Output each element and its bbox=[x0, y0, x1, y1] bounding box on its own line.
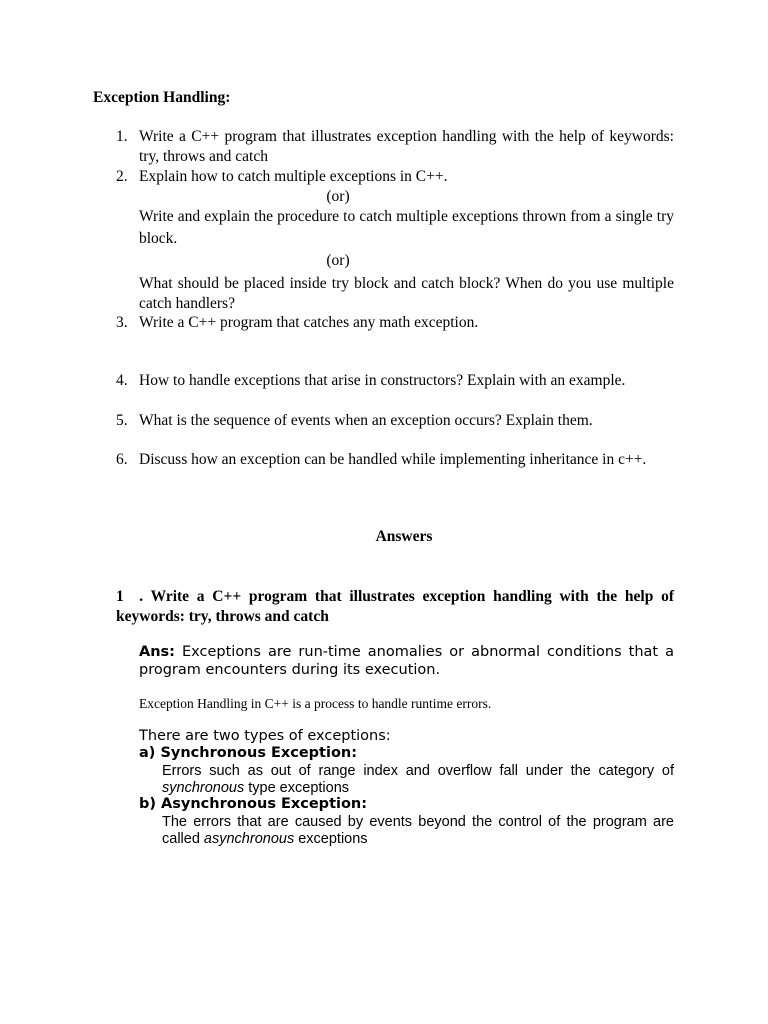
page-title: Exception Handling: bbox=[93, 89, 231, 106]
question-1-text: Write a C++ program that illustrates exception handling with the help of keywords: try, throws and catch bbox=[139, 128, 674, 165]
question-2-text: Explain how to catch multiple exceptions in C++. bbox=[139, 168, 448, 185]
type-a-text: Errors such as out of range index and overflow fall under the category of bbox=[162, 763, 674, 779]
or-separator-1: (or) bbox=[326, 188, 350, 205]
answer-1-question-text: . Write a C++ program that illustrates exception handling with the help of keywords: try, throws and catch bbox=[116, 588, 675, 625]
question-5-text: What is the sequence of events when an exception occurs? Explain them. bbox=[139, 412, 593, 429]
question-2-alt-2: What should be placed inside try block and catch block? When do you use multiple catch handlers? bbox=[139, 275, 674, 312]
question-number-3: 3. bbox=[116, 314, 128, 331]
question-2-alt-1: Write and explain the procedure to catch multiple exceptions thrown from a single try block. bbox=[139, 208, 674, 247]
question-4-text: How to handle exceptions that arise in constructors? Explain with an example. bbox=[139, 372, 626, 389]
type-b-label: b) Asynchronous Exception: bbox=[139, 796, 368, 812]
type-b-text-end: exceptions bbox=[298, 831, 368, 847]
ans-text: Exceptions are run-time anomalies or abnormal conditions that a program encounters during its execution. bbox=[139, 644, 675, 678]
type-b-text: The errors that are caused by events beyond the control of the program are called bbox=[162, 814, 674, 847]
exception-handling-line: Exception Handling in C++ is a process to handle runtime errors. bbox=[139, 696, 492, 711]
question-number-2: 2. bbox=[116, 168, 128, 185]
type-b-description bbox=[162, 814, 674, 848]
question-number-5: 5. bbox=[116, 412, 128, 429]
type-a-italic: synchronous bbox=[162, 780, 245, 796]
question-number-6: 6. bbox=[116, 451, 128, 468]
types-intro: There are two types of exceptions: bbox=[139, 728, 391, 744]
answer-1-question bbox=[116, 587, 674, 627]
question-3-text: Write a C++ program that catches any math exception. bbox=[139, 314, 479, 331]
or-separator-2: (or) bbox=[326, 252, 350, 269]
question-number-4: 4. bbox=[116, 372, 128, 389]
question-number-1: 1. bbox=[116, 128, 128, 145]
type-a-text-end: type exceptions bbox=[248, 780, 350, 796]
answers-title: Answers bbox=[375, 528, 433, 545]
question-6-text: Discuss how an exception can be handled while implementing inheritance in c++. bbox=[139, 451, 647, 468]
answer-1-definition bbox=[139, 643, 674, 679]
type-a-description bbox=[162, 763, 674, 797]
answer-1-number: 1 bbox=[116, 588, 124, 605]
type-a-label: a) Synchronous Exception: bbox=[139, 745, 358, 761]
ans-label: Ans: bbox=[139, 644, 175, 660]
type-b-italic: asynchronous bbox=[203, 831, 295, 847]
